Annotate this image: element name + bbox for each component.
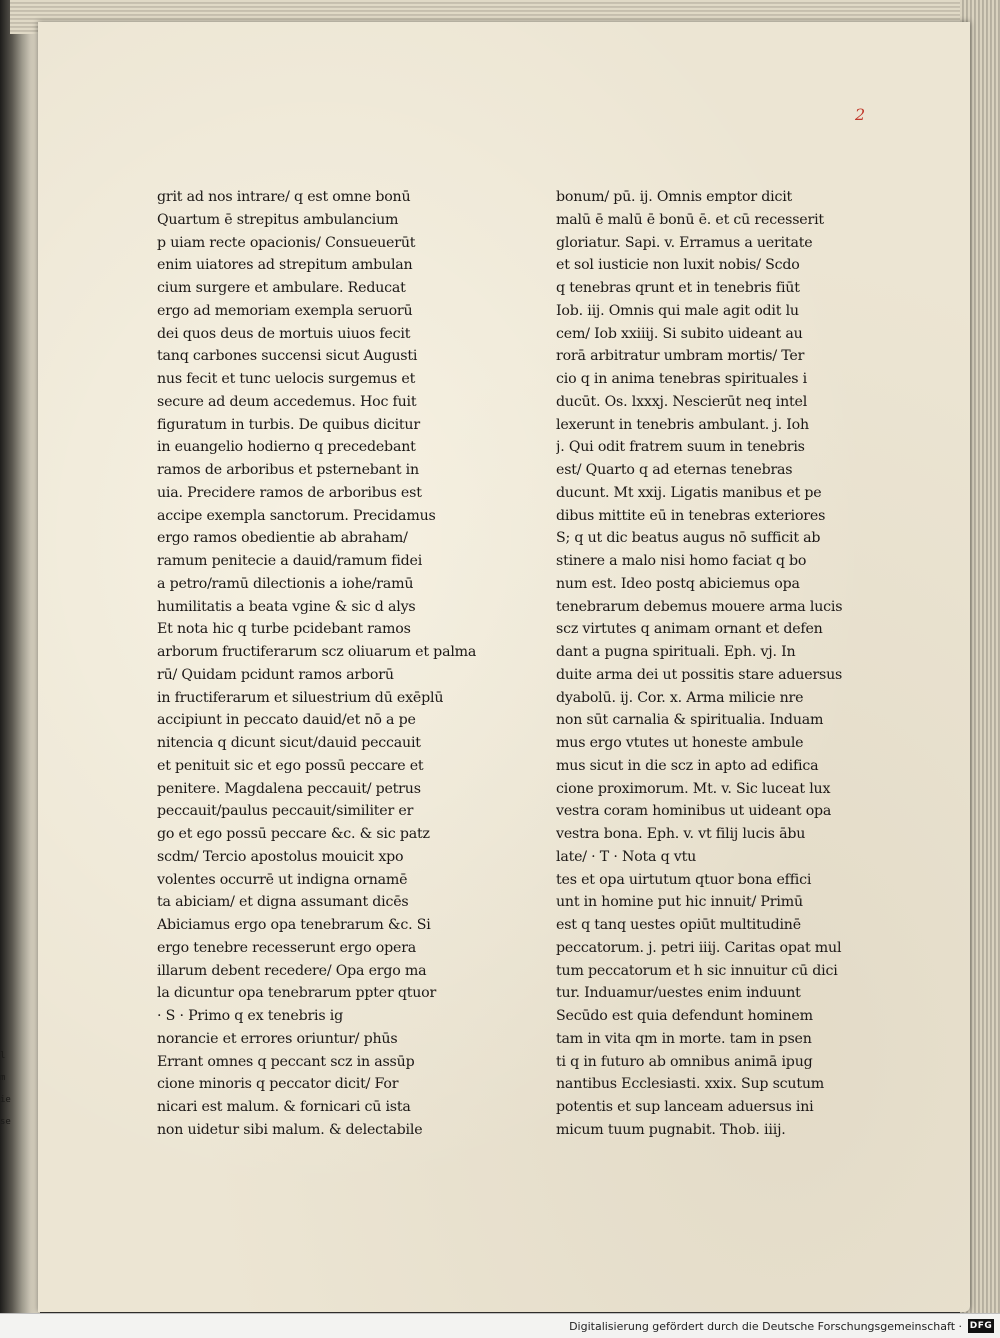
footer-bar (0, 1313, 1000, 1338)
text-line: ta abiciam/ et digna assumant dicēs (157, 894, 409, 911)
text-line: ergo tenebre recesserunt ergo opera (157, 939, 417, 956)
text-line: nantibus Ecclesiasti. xxix. Sup scutum (556, 1076, 825, 1093)
text-line: Errant omnes q peccant scz in assūp (157, 1053, 415, 1070)
footer-credit: Digitalisierung gefördert durch die Deutsche Forschungsgemeinschaft · (569, 1319, 962, 1333)
text-column-right (556, 186, 886, 1142)
margin-mark: l (0, 1051, 6, 1061)
text-line: cio q in anima tenebras spirituales i (556, 371, 807, 387)
text-line: late/ · T · Nota q vtu (556, 848, 697, 865)
text-line: potentis et sup lanceam aduersus ini (556, 1099, 814, 1115)
text-line: ramum penitecie a dauid/ramum fidei (157, 553, 423, 569)
previous-page-margin (0, 1045, 14, 1195)
text-line: dei quos deus de mortuis uiuos fecit (157, 325, 411, 342)
text-line: go et ego possū peccare &c. & sic patz (157, 826, 430, 842)
text-line: tum peccatorum et h sic innuitur cū dici (556, 962, 838, 979)
text-line: secure ad deum accedemus. Hoc fuit (157, 393, 417, 410)
text-line: cione proximorum. Mt. v. Sic luceat lux (556, 780, 831, 797)
text-line: tanq carbones succensi sicut Augusti (157, 348, 418, 365)
text-line: bonum/ pū. ij. Omnis emptor dicit (556, 189, 793, 205)
text-line: cium surgere et ambulare. Reducat (157, 280, 406, 296)
text-line: ergo ramos obedientie ab abraham/ (157, 530, 408, 547)
text-line: num est. Ideo postq abiciemus opa (556, 575, 800, 592)
text-line: uia. Precidere ramos de arboribus est (157, 484, 422, 501)
text-line: et penituit sic et ego possū peccare et (157, 757, 424, 774)
text-line: cione minoris q peccator dicit/ For (157, 1076, 399, 1093)
text-line: dant a pugna spirituali. Eph. vj. In (556, 644, 796, 660)
text-line: volentes occurrē ut indigna ornamē (157, 871, 408, 888)
text-line: mus ergo vtutes ut honeste ambule (556, 735, 804, 751)
text-line: p uiam recte opacionis/ Consueuerūt (157, 234, 416, 251)
text-line: S; q ut dic beatus augus nō sufficit ab (556, 530, 821, 547)
text-line: in fructiferarum et siluestrium dū exēplū (157, 689, 444, 706)
text-line: illarum debent recedere/ Opa ergo ma (157, 962, 427, 979)
margin-mark: m (0, 1073, 6, 1083)
margin-mark: se (0, 1117, 11, 1127)
text-line: stinere a malo nisi homo faciat q bo (556, 553, 807, 569)
text-line: rū/ Quidam pcidunt ramos arborū (157, 666, 394, 683)
text-line: Iob. iij. Omnis qui male agit odit lu (556, 302, 799, 319)
text-line: dyabolū. ij. Cor. x. Arma milicie nre (556, 689, 804, 706)
text-line: gloriatur. Sapi. v. Erramus a ueritate (556, 234, 813, 251)
text-line: in euangelio hodierno q precedebant (157, 439, 416, 456)
text-line: et sol iusticie non luxit nobis/ Scdo (556, 257, 800, 274)
text-line: figuratum in turbis. De quibus dicitur (157, 416, 420, 433)
text-line: nus fecit et tunc uelocis surgemus et (157, 371, 416, 387)
text-line: tenebrarum debemus mouere arma lucis (556, 598, 843, 615)
text-line: scz virtutes q animam ornant et defen (556, 621, 823, 638)
text-line: arborum fructiferarum scz oliuarum et palma (157, 644, 477, 660)
text-line: scdm/ Tercio apostolus mouicit xpo (157, 848, 404, 865)
text-line: micum tuum pugnabit. Thob. iiij. (556, 1121, 786, 1138)
text-line: malū ē malū ē bonū ē. et cū recesserit (556, 211, 824, 228)
text-line: penitere. Magdalena peccauit/ petrus (157, 780, 421, 797)
text-line: rorā arbitratur umbram mortis/ Ter (556, 348, 805, 365)
text-line: grit ad nos intrare/ q est omne bonū (157, 189, 411, 205)
text-line: vestra coram hominibus ut uideant opa (556, 803, 832, 820)
text-line: j. Qui odit fratrem suum in tenebris (556, 439, 805, 456)
text-line: ergo ad memoriam exempla seruorū (157, 302, 413, 319)
text-line: est q tanq uestes opiūt multitudinē (556, 917, 801, 933)
text-line: lexerunt in tenebris ambulant. j. Ioh (556, 416, 809, 433)
text-line: ti q in futuro ab omnibus animā ipug (556, 1053, 813, 1070)
text-line: · S · Primo q ex tenebris ig (157, 1008, 343, 1024)
text-column-left (157, 186, 487, 1142)
text-line: norancie et errores oriuntur/ phūs (157, 1030, 398, 1047)
text-line: la dicuntur opa tenebrarum ppter qtuor (157, 985, 437, 1002)
text-line: peccatorum. j. petri iiij. Caritas opat mul (556, 939, 842, 956)
text-line: Et nota hic q turbe pcidebant ramos (157, 621, 411, 638)
dfg-logo-icon: DFG (969, 1321, 993, 1331)
text-line: tam in vita qm in morte. tam in psen (556, 1030, 812, 1047)
text-line: vestra bona. Eph. v. vt filij lucis ābu (556, 826, 806, 842)
text-line: mus sicut in die scz in apto ad edifica (556, 757, 819, 774)
text-line: tes et opa uirtutum qtuor bona effici (556, 871, 812, 888)
text-line: tur. Induamur/uestes enim induunt (556, 985, 801, 1002)
text-line: unt in homine put hic innuit/ Primū (556, 894, 803, 911)
text-line: dibus mittite eū in tenebras exteriores (556, 507, 826, 524)
text-line: duite arma dei ut possitis stare aduersus (556, 666, 843, 683)
margin-mark: ie (0, 1095, 11, 1105)
text-line: ducūt. Os. lxxxj. Nescierūt neq intel (556, 393, 808, 410)
text-line: nicari est malum. & fornicari cū ista (157, 1099, 411, 1115)
text-line: ducunt. Mt xxij. Ligatis manibus et pe (556, 484, 822, 501)
text-line: Secūdo est quia defendunt hominem (556, 1008, 813, 1024)
text-line: q tenebras qrunt et in tenebris fiūt (556, 280, 800, 296)
text-line: peccauit/paulus peccauit/similiter er (157, 803, 414, 820)
text-line: non sūt carnalia & spiritualia. Induam (556, 712, 824, 729)
text-line: humilitatis a beata vgine & sic d alys (157, 598, 416, 615)
text-line: cem/ Iob xxiiij. Si subito uideant au (556, 325, 803, 342)
text-line: est/ Quarto q ad eternas tenebras (556, 462, 793, 478)
text-line: Quartum ē strepitus ambulancium (157, 211, 399, 228)
text-line: nitencia q dicunt sicut/dauid peccauit (157, 735, 421, 751)
folio-number: 2 (855, 105, 866, 124)
text-line: a petro/ramū dilectionis a iohe/ramū (157, 575, 414, 592)
text-line: Abiciamus ergo opa tenebrarum &c. Si (157, 917, 431, 933)
text-line: non uidetur sibi malum. & delectabile (157, 1121, 423, 1138)
text-line: accipe exempla sanctorum. Precidamus (157, 507, 436, 524)
text-line: ramos de arboribus et psternebant in (157, 462, 419, 478)
text-line: accipiunt in peccato dauid/et nō a pe (157, 712, 416, 729)
text-line: enim uiatores ad strepitum ambulan (157, 257, 413, 274)
